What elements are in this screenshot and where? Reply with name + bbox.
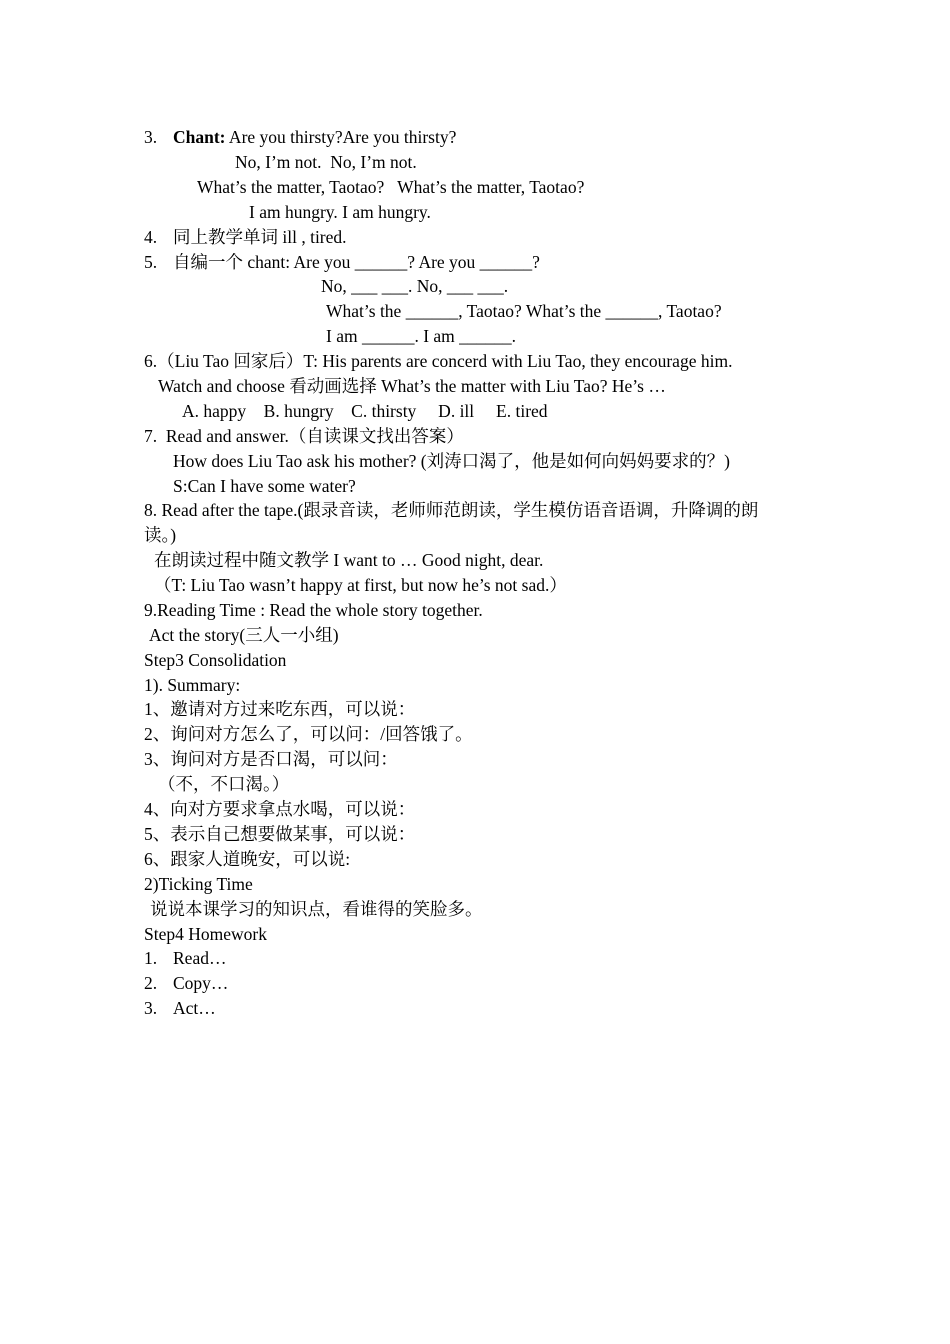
subsection-heading xyxy=(144,673,240,697)
line-text: 2、询问对方怎么了，可以问：/回答饿了。 xyxy=(144,724,473,744)
line-text: What’s the ______, Taotao? What’s the ______, Taotao? xyxy=(326,301,722,321)
chant-line xyxy=(249,200,431,224)
choice-options xyxy=(182,399,548,423)
step-item xyxy=(154,573,567,597)
line-text: S:Can I have some water? xyxy=(173,476,356,496)
item-number: 2. xyxy=(144,973,158,993)
step-item xyxy=(150,897,483,921)
line-text: No, I’m not. No, I’m not. xyxy=(235,152,417,172)
line-text: Step3 Consolidation xyxy=(144,650,287,670)
line-text: Step4 Homework xyxy=(144,924,267,944)
line-text: 自编一个 chant: Are you ______? Are you ______? xyxy=(173,252,540,272)
step-item xyxy=(144,349,732,373)
chant-line xyxy=(144,125,456,149)
line-text: 在朗读过程中随文教学 I want to … Good night, dear. xyxy=(154,550,544,570)
line-text: （T: Liu Tao wasn’t happy at first, but now he’s not sad.） xyxy=(154,575,567,595)
step-item xyxy=(144,225,347,249)
step-item xyxy=(158,374,666,398)
chant-label: Chant: xyxy=(173,127,226,147)
line-text: 5、表示自己想要做某事，可以说： xyxy=(144,824,416,844)
line-text: （不，不口渴。） xyxy=(158,774,290,794)
line-text: 1). Summary: xyxy=(144,675,241,695)
line-text: What’s the matter, Taotao? What’s the matter, Taotao? xyxy=(197,177,585,197)
step-item xyxy=(144,424,464,448)
step-item xyxy=(154,548,543,572)
line-text: 6.（Liu Tao 回家后）T: His parents are concerd with Liu Tao, they encourage him. xyxy=(144,351,733,371)
summary-item xyxy=(144,822,415,846)
summary-item xyxy=(144,847,350,871)
summary-item xyxy=(144,722,473,746)
line-text: 3、询问对方是否口渴，可以问： xyxy=(144,749,398,769)
line-text: 8. Read after the tape.(跟录音读，老师师范朗读，学生模仿语音语调，升降调的朗 xyxy=(144,500,759,520)
line-text: Read… xyxy=(173,948,227,968)
line-text: 7. Read and answer.（自读课文找出答案） xyxy=(144,426,464,446)
step-item xyxy=(173,449,730,473)
chant-template-line xyxy=(321,274,508,298)
item-number: 1. xyxy=(144,948,158,968)
line-text: No, ___ ___. No, ___ ___. xyxy=(321,276,509,296)
line-text: 同上教学单词 ill , tired. xyxy=(173,227,347,247)
line-text: Act… xyxy=(173,998,216,1018)
summary-item xyxy=(144,697,415,721)
line-text: Are you thirsty?Are you thirsty? xyxy=(225,127,457,147)
summary-item xyxy=(158,772,289,796)
summary-item xyxy=(144,747,398,771)
chant-template-line xyxy=(326,299,722,323)
line-text: 1、邀请对方过来吃东西，可以说： xyxy=(144,699,416,719)
line-text: 读。) xyxy=(144,525,177,545)
chant-line xyxy=(235,150,417,174)
subsection-heading xyxy=(144,872,253,896)
line-text: Copy… xyxy=(173,973,229,993)
item-number: 5. xyxy=(144,252,158,272)
line-text: How does Liu Tao ask his mother? (刘涛口渴了，他是如何向妈妈要求的？) xyxy=(173,451,730,471)
line-text: A. happy B. hungry C. thirsty D. ill E. tired xyxy=(182,401,548,421)
line-text: 说说本课学习的知识点，看谁得的笑脸多。 xyxy=(150,899,483,919)
homework-item xyxy=(144,971,228,995)
step-item xyxy=(144,498,758,522)
section-heading xyxy=(144,922,267,946)
section-heading xyxy=(144,648,286,672)
line-text: 6、跟家人道晚安，可以说: xyxy=(144,849,351,869)
line-text: Watch and choose 看动画选择 What’s the matter with Liu Tao? He’s … xyxy=(158,376,666,396)
line-text: 4、向对方要求拿点水喝，可以说： xyxy=(144,799,416,819)
step-item xyxy=(173,474,356,498)
step-item xyxy=(144,598,483,622)
step-item xyxy=(149,623,339,647)
item-number: 3. xyxy=(144,998,158,1018)
step-item xyxy=(144,523,176,547)
homework-item xyxy=(144,946,226,970)
line-text: 9.Reading Time : Read the whole story together. xyxy=(144,600,483,620)
summary-item xyxy=(144,797,415,821)
item-number: 4. xyxy=(144,227,158,247)
item-number: 3. xyxy=(144,127,158,147)
chant-template-line xyxy=(326,324,516,348)
line-text: I am ______. I am ______. xyxy=(326,326,517,346)
line-text: 2)Ticking Time xyxy=(144,874,253,894)
homework-item xyxy=(144,996,216,1020)
step-item xyxy=(144,250,540,274)
line-text: Act the story(三人一小组) xyxy=(149,625,339,645)
chant-line xyxy=(197,175,584,199)
line-text: I am hungry. I am hungry. xyxy=(249,202,431,222)
